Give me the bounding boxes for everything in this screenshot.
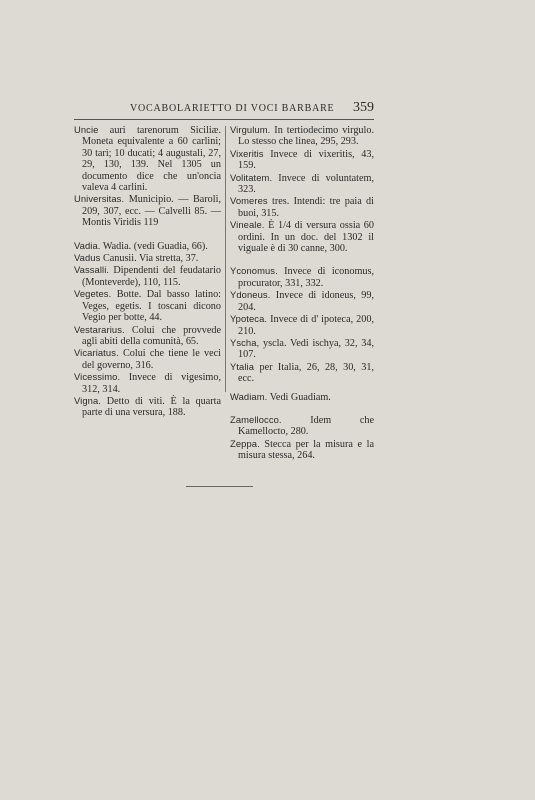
entry-yscha [230,337,374,361]
entry-vestararius [74,324,221,348]
entry-ypoteca [230,313,374,337]
entry-text: Idem che Kamellocto, 280. [238,414,374,438]
entry-universitas [74,193,221,228]
entry-text: auri tarenorum Siciliæ. Moneta equivalente a 60 carlini; 30 tarì; 10 ducati; 4 augustali, 27, 29, 130, 139. Nel 1305 un documento dice che un'oncia valeva 4 carlini. [82,125,221,194]
entry-text: In tertiodecimo virgulo. Lo stesso che linea, 295, 293. [238,125,374,148]
entry-yconomus [230,265,374,289]
entry-text: Invece di vixeritis, 43, 159. [238,148,374,172]
entry-text: Municipio. — Baroli, 209, 307, ecc. — Calvelli 85. — Montis Viridis 119 [82,194,221,229]
entry-text: Canusii. Via stretta, 37. [100,253,199,265]
column-divider [225,126,226,392]
entry-volitatem [230,172,374,196]
entry-text: Dipendenti del feudatario (Monteverde), 110, 115. [82,265,221,288]
right-column [230,124,374,462]
entry-text: Invece di vigesimo, 312, 314. [82,372,221,395]
entry-ydoneus [230,289,374,313]
entry-text: Detto di viti. È la quarta parte di una versura, 188. [82,395,221,419]
header-rule [74,119,374,120]
entry-vegetes [74,288,221,323]
entry-vicariatus [74,347,221,371]
entry-head: Volitatem. [230,171,273,183]
entry-head: Uncie [74,124,99,135]
left-column [74,124,221,419]
entry-head: Ydoneus. [230,289,271,301]
entry-text: Colui che provvede agli abiti della comunità, 65. [82,324,221,347]
entry-head: Yscha, [230,336,260,348]
entry-head: Vineale. [230,219,265,231]
entry-vineale [230,219,374,254]
entry-text: Colui che tiene le veci del governo, 316. [82,348,221,371]
entry-text: Invece di idoneus, 99, 204. [238,290,374,313]
entry-head: Vegetes. [74,288,112,300]
entry-head: Universitas. [74,193,125,205]
entry-head: Vassalli. [74,264,110,276]
entry-head: Vomeres [230,195,268,207]
entry-ytalia [230,361,374,385]
entry-head: Yconomus. [230,265,278,277]
entry-head: Ytalia [230,360,255,372]
entry-head: Vixeritis [230,147,264,159]
entry-vadus [74,252,221,264]
entry-head: Zamellocco. [230,413,282,425]
entry-uncie [74,124,221,193]
running-title: VOCABOLARIETTO DI VOCI BARBARE [130,103,335,114]
entry-text: Invece di d' ipoteca, 200, 210. [238,314,374,337]
entry-text: Vedi Guadiam. [267,391,331,403]
entry-text: Stecca per la misura e la misura stessa, 264. [238,438,374,462]
entry-text: yscla. Vedi ischya, 32, 34, 107. [238,337,374,361]
entry-head: Zeppa. [230,437,260,449]
entry-text: Invece di iconomus, procurator, 331, 332. [238,266,374,289]
entry-text: È 1/4 di versura ossia 60 ordini. In un doc. del 1302 il viguale è di 30 canne, 300. [238,220,374,255]
entry-head: Wadiam. [230,390,268,402]
entry-head: Vadia. [74,239,101,251]
entry-vicessimo [74,371,221,395]
entry-text: Invece di voluntatem, 323. [238,172,374,196]
entry-vomeres [230,195,374,219]
entry-zeppa [230,438,374,462]
entry-virgulum [230,124,374,148]
entry-zamellocco [230,414,374,438]
entry-text: Botte. Dal basso latino: Veges, egetis. I toscani dicono Vegio per botte, 44. [82,289,221,324]
entry-head: Vigna. [74,394,102,406]
entry-vassalli [74,264,221,288]
entry-head: Vicessimo. [74,371,121,383]
entry-head: Vestararius. [74,323,125,335]
end-rule [186,486,253,487]
entry-vigna [74,395,221,419]
entry-text: Wadia. (vedi Guadia, 66). [100,240,208,252]
entry-text: per Italia, 26, 28, 30, 31, ecc. [238,361,374,385]
entry-head: Vadus [74,252,101,264]
entry-vadia [74,240,221,252]
entry-wadiam [230,391,374,403]
entry-text: tres. Intendi: tre paia di buoi, 315. [238,196,374,219]
entry-head: Vicariatus. [74,347,119,359]
entry-head: Virgulum. [230,124,271,135]
entry-vixeritis [230,148,374,172]
entry-head: Ypoteca. [230,313,268,325]
page-number: 359 [353,100,374,115]
